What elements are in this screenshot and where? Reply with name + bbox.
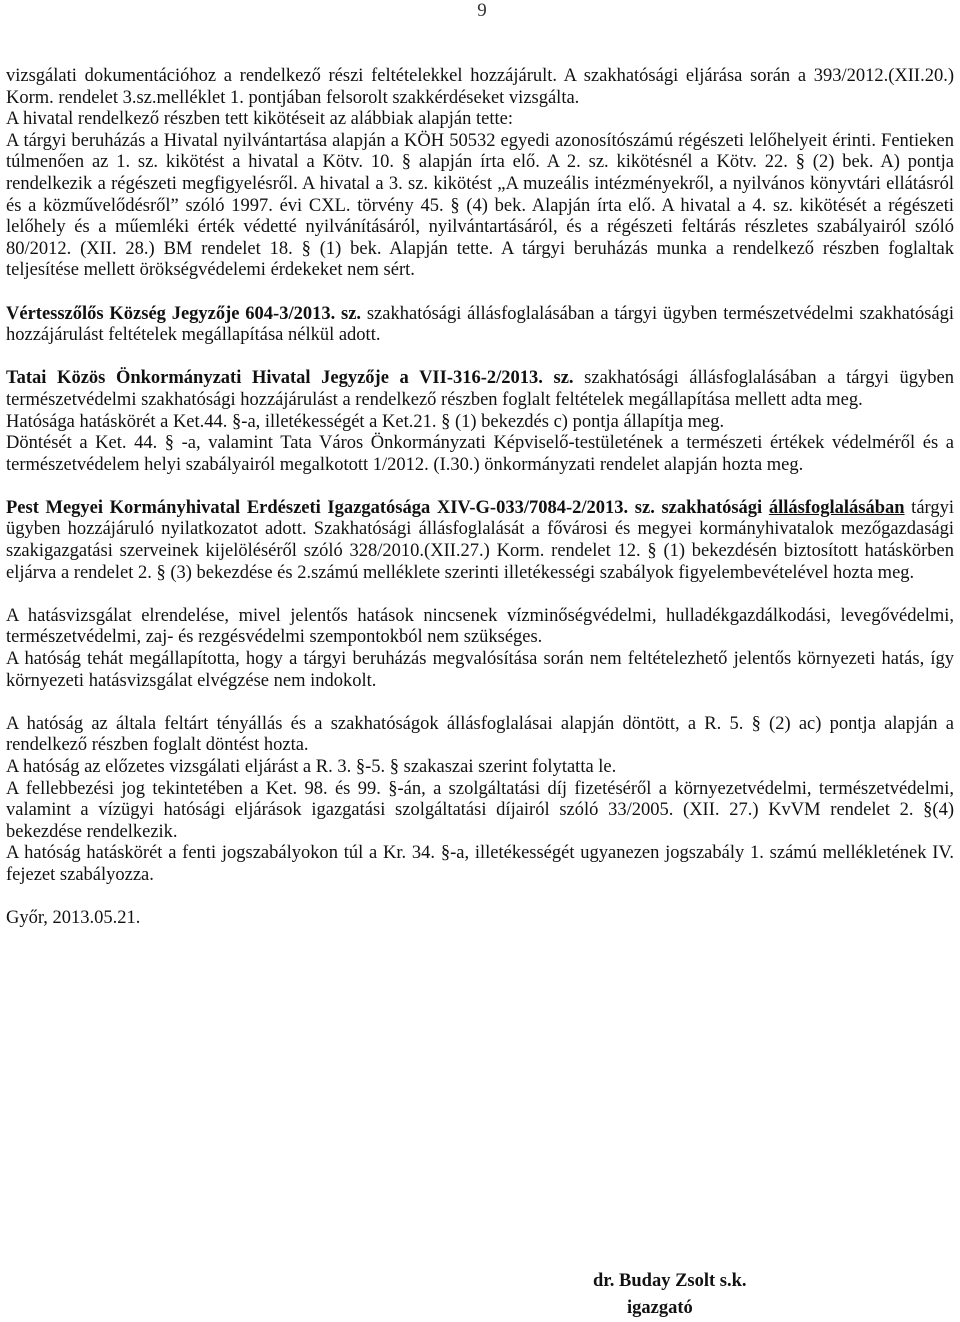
final-paragraph-2: A hatóság az előzetes vizsgálati eljárást a R. 3. §-5. § szakaszai szerint folytatta le. bbox=[6, 757, 617, 777]
paragraph-basis: A hivatal rendelkező részben tett kikötéseit az alábbiak alapján tette: bbox=[6, 109, 513, 130]
page-number: 9 bbox=[477, 0, 487, 21]
place-date: Győr, 2013.05.21. bbox=[6, 908, 141, 929]
vertesszolos-heading: Vértesszőlős Község Jegyzője 604-3/2013. sz. bbox=[6, 303, 362, 324]
section-tata bbox=[6, 368, 954, 411]
signatory-name: dr. Buday Zsolt s.k. bbox=[593, 1271, 747, 1291]
section-pest bbox=[6, 498, 954, 584]
tata-text: szakhatósági állásfoglalásában a tárgyi ügyben természetvédelmi szakhatósági hozzájárulást a rendelkező részben foglalt feltételek megállapítása mellett adta meg. bbox=[6, 368, 954, 410]
tata-decision: Döntését a Ket. 44. § -a, valamint Tata Város Önkormányzati Képviselő-testületének a természeti értékek védelméről és a természetvédelem helyi szabályairól megalkotott 1/2012. (I.30.) önkormányzati rendelet alapján hozta meg. bbox=[6, 433, 954, 475]
pest-text: tárgyi ügyben hozzájáruló nyilatkozatot adott. Szakhatósági állásfoglalását a fővárosi és megyei kormányhivatalok mezőgazdasági szakigazgatási szerveinek kijelöléséről szóló 328/2010.(XII.27.) Korm. rendelet 12. § (1) bekezdésén biztosított hatáskörben eljárva a rendelet 2. § (3) bekezdése és 2.számú melléklete szerinti illetékességi szabályok figyelembevételével hozta meg. bbox=[6, 497, 954, 583]
vertesszolos-text: szakhatósági állásfoglalásában a tárgyi ügyben természetvédelmi szakhatósági hozzájárulást feltételek megállapítása nélkül adott. bbox=[6, 303, 955, 346]
pest-heading-underlined: állásfoglalásában bbox=[768, 497, 905, 518]
section-vertesszolos bbox=[6, 304, 954, 347]
closing-paragraph-2: A hatóság tehát megállapította, hogy a tárgyi beruházás megvalósítása során nem feltételezhető jelentős környezeti hatás, így környezeti hatásvizsgálat elvégzése nem indokolt. bbox=[6, 649, 954, 691]
final-paragraph-3: A fellebbezési jog tekintetében a Ket. 98. és 99. §-án, a szolgáltatási díj fizetéséről a környezetvédelmi, természetvédelmi, valamint a vízügyi hatósági eljárások igazgatási szolgáltatási díjairól szóló 33/2005. (XII. 27.) KvVM rendelet 2. §(4) bekezdése rendelkezik. bbox=[6, 778, 954, 842]
document-body bbox=[6, 66, 954, 930]
signature-block bbox=[593, 1268, 813, 1322]
final-paragraph-4: A hatóság hatáskörét a fenti jogszabályokon túl a Kr. 34. §-a, illetékességét ugyanezen jogszabály 1. számú mellékletének IV. fejezet szabályozza. bbox=[6, 843, 954, 885]
paragraph-heritage: A tárgyi beruházás a Hivatal nyilvántartása alapján a KÖH 50532 egyedi azonosítószámú régészeti lelőhelyeit érinti. Fentieken túlmenően az 1. sz. kikötést a hivatal a Kötv. 10. § alapján írta elő. A 2. sz. kikötésnél a Kötv. 22. § (2) bek. A) pontja rendelkezik a régészeti megfigyelésről. A hivatal a 3. sz. kikötést „A muzeális intézményekről, a nyilvános könyvtári ellátásról és a közművelődésről” szóló 1997. évi CXL. törvény 45. § (4) bek. Alapján írta elő. A hivatal a 4. sz. kikötését a régészeti lelőhely és a műemléki érték védetté nyilvánításáról, nyilvántartásáról, és a régészeti feltárás részletes szabályairól szóló 80/2012. (XII. 28.) BM rendelet 18. § (1) bek. Alapján tette. A tárgyi beruházás munka a rendelkező részben foglaltak teljesítése mellett örökségvédelemi érdekeket nem sért. bbox=[6, 130, 954, 281]
pest-heading: Pest Megyei Kormányhivatal Erdészeti Igazgatósága XIV-G-033/7084-2/2013. sz. szakhatósági bbox=[6, 497, 763, 518]
paragraph-intro: vizsgálati dokumentációhoz a rendelkező részi feltételekkel hozzájárult. A szakhatósági eljárása során a 393/2012.(XII.20.) Korm. rendelet 3.sz.melléklet 1. pontjában felsorolt szakkérdéseket vizsgálta. bbox=[6, 66, 954, 108]
final-paragraph-1: A hatóság az általa feltárt tényállás és a szakhatóságok állásfoglalásai alapján döntött, a R. 5. § (2) ac) pontja alapján a rendelkező részben foglalt döntést hozta. bbox=[6, 713, 954, 756]
closing-paragraph-1: A hatásvizsgálat elrendelése, mivel jelentős hatások nincsenek vízminőségvédelmi, hulladékgazdálkodási, levegővédelmi, természetvédelmi, zaj- és rezgésvédelmi szempontokból nem szükséges. bbox=[6, 605, 954, 648]
signatory-title: igazgató bbox=[627, 1298, 693, 1318]
tata-heading: Tatai Közös Önkormányzati Hivatal Jegyzője a VII-316-2/2013. sz. bbox=[6, 368, 574, 389]
tata-competence: Hatósága hatáskörét a Ket.44. §-a, illetékességét a Ket.21. § (1) bekezdés c) pontja állapítja meg. bbox=[6, 411, 725, 432]
